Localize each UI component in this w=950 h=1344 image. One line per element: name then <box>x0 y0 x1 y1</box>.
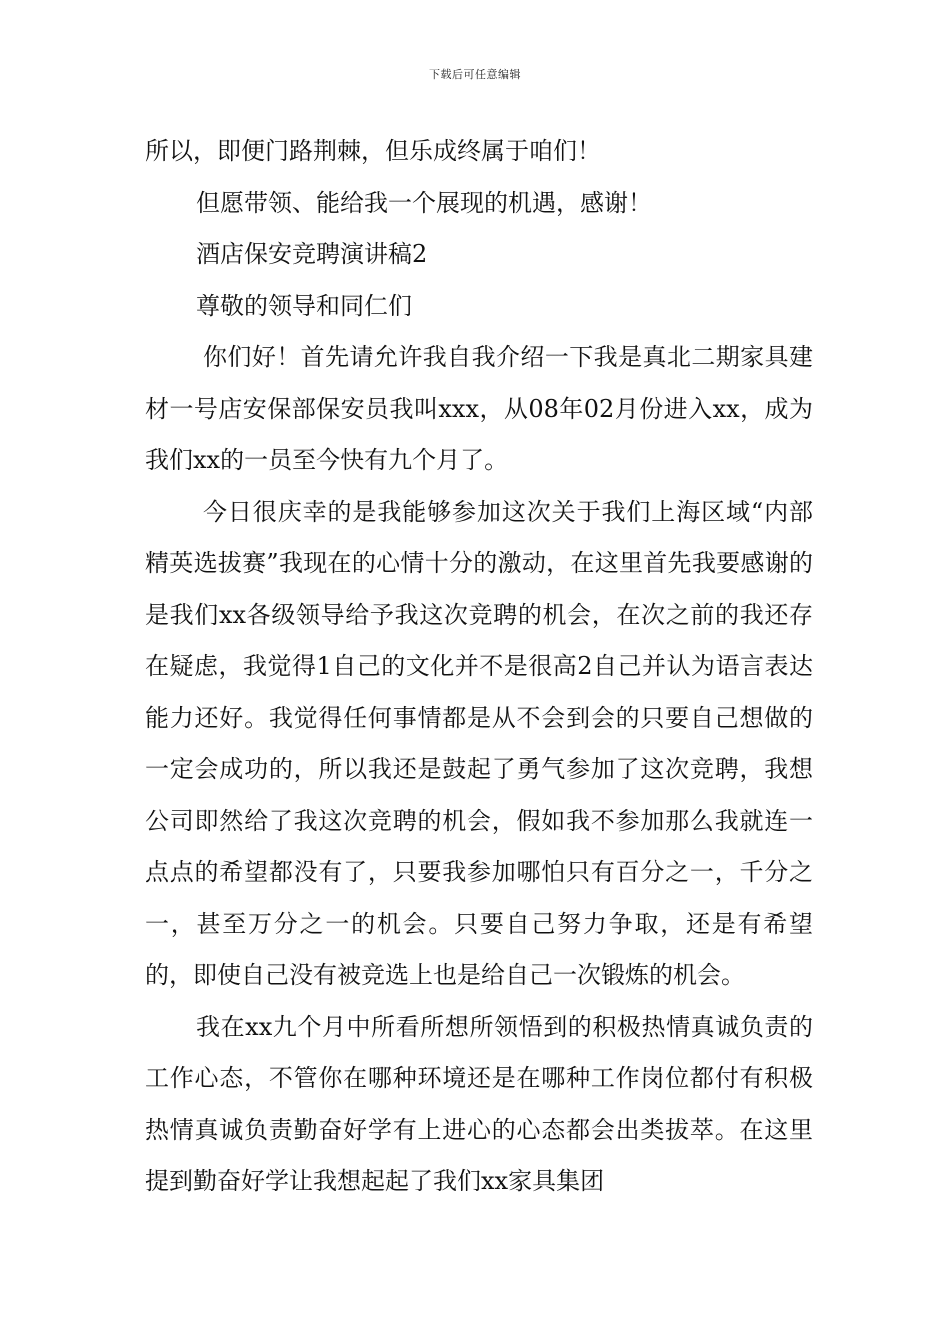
paragraph-work-attitude: 我在xx九个月中所看所想所领悟到的积极热情真诚负责的工作心态，不管你在哪种环境还是在哪种工作岗位都付有积极热情真诚负责勤奋好学有上进心的心态都会出类拔萃。在这里提到勤奋好学让我想起起了我们xx家具集团 <box>145 1012 813 1195</box>
salutation: 尊敬的领导和同仁们 <box>196 291 412 320</box>
section-title: 酒店保安竞聘演讲稿2 <box>196 240 428 268</box>
paragraph-thanks: 但愿带领、能给我一个展现的机遇，感谢！ <box>196 188 652 217</box>
paragraph-motivation: 今日很庆幸的是我能够参加这次关于我们上海区域“内部精英选拔赛”我现在的心情十分的激动，在这里首先我要感谢的是我们xx各级领导给予我这次竞聘的机会，在次之前的我还存在疑虑，我觉得1自己的文化并不是很高2自己并认为语言表达能力还好。我觉得任何事情都是从不会到会的只要自己想做的一定会成功的，所以我还是鼓起了勇气参加了这次竞聘，我想公司即然给了我这次竞聘的机会，假如我不参加那么我就连一点点的希望都没有了，只要我参加哪怕只有百分之一，千分之一，甚至万分之一的机会。只要自己努力争取，还是有希望的，即使自己没有被竞选上也是给自己一次锻炼的机会。 <box>145 497 813 989</box>
paragraph-introduction: 你们好！首先请允许我自我介绍一下我是真北二期家具建材一号店安保部保安员我叫xxx，从08年02月份进入xx，成为我们xx的一员至今快有九个月了。 <box>145 343 813 474</box>
page-header-note: 下载后可任意编辑 <box>429 68 521 81</box>
paragraph-closing-line: 所以，即便门路荆棘，但乐成终属于咱们！ <box>145 137 601 165</box>
document-body <box>145 126 813 1208</box>
